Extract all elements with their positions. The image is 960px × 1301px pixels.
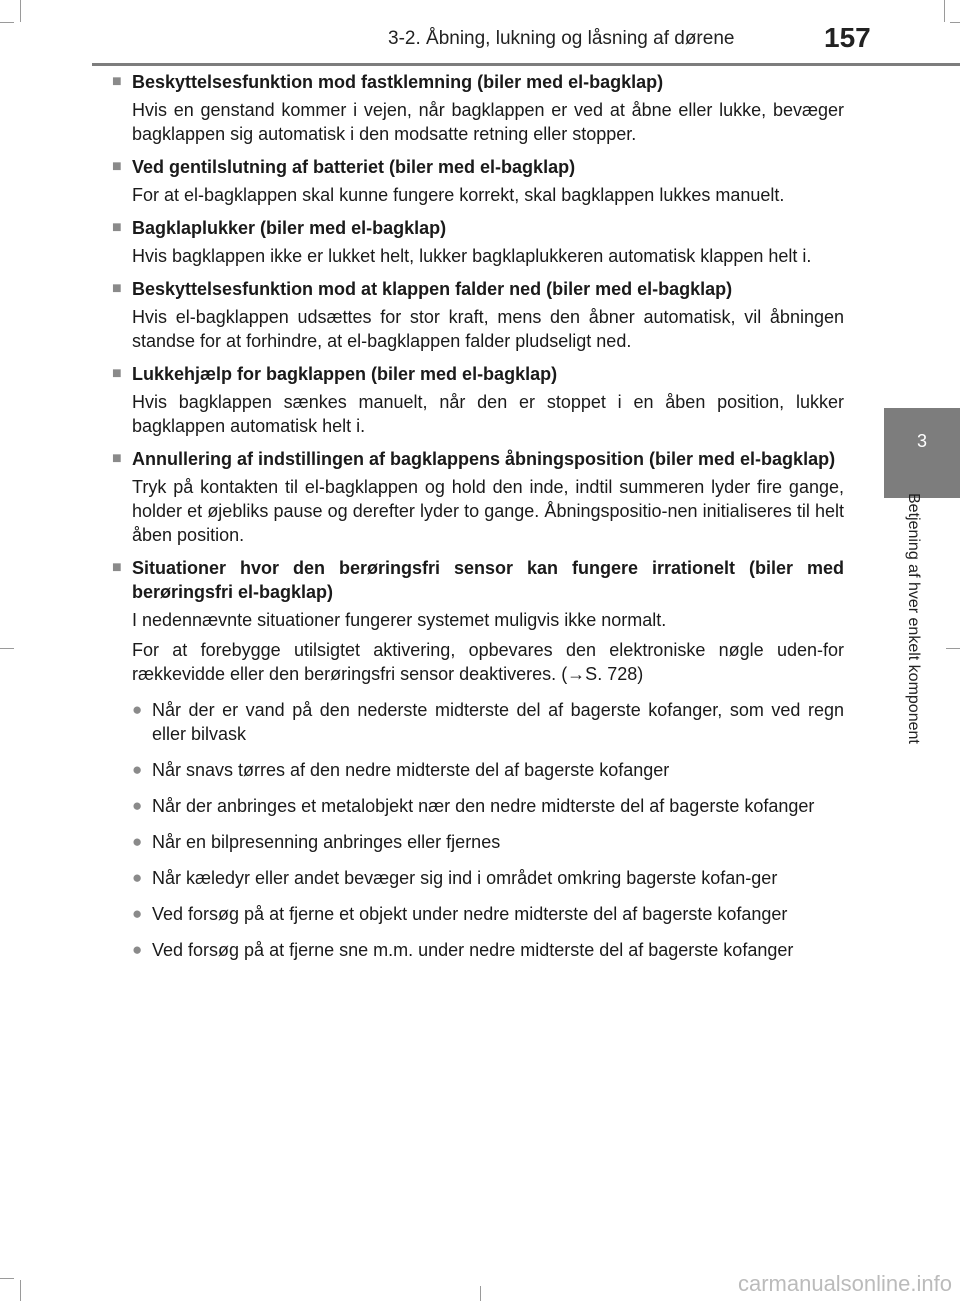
- section-heading: ■ Beskyttelsesfunktion mod at klappen falder ned (biler med el-bagklap): [112, 279, 733, 299]
- chapter-number: 3: [916, 431, 927, 451]
- section: [112, 362, 844, 438]
- crop-mark: [950, 22, 960, 23]
- paragraph: Hvis bagklappen sænkes manuelt, når den er stoppet i en åben position, lukker bagklappen automatisk helt i.: [132, 392, 844, 436]
- section: [112, 70, 844, 146]
- square-bullet-icon: ■: [112, 280, 122, 297]
- list-item: ● Når der er vand på den nederste midterste del af bagerste kofanger, som ved regn eller bilvask: [132, 700, 844, 744]
- section: [112, 277, 844, 353]
- section-heading: ■ Annullering af indstillingen af bagklappens åbningsposition (biler med el-bagklap): [112, 449, 836, 469]
- list-item: ● Når snavs tørres af den nedre midterste del af bagerste kofanger: [132, 760, 670, 780]
- crop-mark: [480, 1286, 481, 1301]
- header-title: 3-2. Åbning, lukning og låsning af dørene: [388, 28, 735, 49]
- paragraph: I nedennævnte situationer fungerer systemet muligvis ikke normalt.: [132, 610, 667, 630]
- circle-bullet-icon: ●: [132, 940, 143, 959]
- crop-mark: [0, 22, 14, 23]
- section-heading: ■ Situationer hvor den berøringsfri sensor kan fungere irrationelt (biler med berøringsfri el-bagklap): [112, 558, 844, 602]
- paragraph: Hvis el-bagklappen udsættes for stor kraft, mens den åbner automatisk, vil åbningen standse for at forhindre, at el-bagklappen falder pludseligt ned.: [132, 307, 844, 351]
- section: [112, 556, 844, 962]
- section-heading: ■ Beskyttelsesfunktion mod fastklemning (biler med el-bagklap): [112, 72, 664, 92]
- section-heading: ■ Lukkehjælp for bagklappen (biler med el-bagklap): [112, 364, 558, 384]
- page-content: [112, 70, 844, 974]
- crop-mark: [20, 0, 21, 22]
- square-bullet-icon: ■: [112, 73, 122, 90]
- crop-mark: [20, 1280, 21, 1301]
- square-bullet-icon: ■: [112, 219, 122, 236]
- section-heading: ■ Ved gentilslutning af batteriet (biler med el-bagklap): [112, 157, 576, 177]
- circle-bullet-icon: ●: [132, 796, 143, 815]
- header-rule: [92, 63, 960, 66]
- square-bullet-icon: ■: [112, 450, 122, 467]
- paragraph: Hvis en genstand kommer i vejen, når bagklappen er ved at åbne eller lukke, bevæger bagklappen sig automatisk i den modsatte retning eller stopper.: [132, 100, 844, 144]
- chapter-tab: [884, 408, 960, 498]
- square-bullet-icon: ■: [112, 559, 122, 576]
- list-item: ● Ved forsøg på at fjerne et objekt under nedre midterste del af bagerste kofanger: [132, 904, 788, 924]
- watermark: carmanualsonline.info: [737, 1271, 952, 1296]
- crop-mark: [0, 648, 14, 649]
- list-item: ● Når kæledyr eller andet bevæger sig ind i området omkring bagerste kofan-ger: [132, 868, 778, 888]
- page-number: 157: [824, 22, 871, 53]
- circle-bullet-icon: ●: [132, 868, 143, 887]
- crop-mark: [0, 1278, 14, 1279]
- list-item: ● Ved forsøg på at fjerne sne m.m. under nedre midterste del af bagerste kofanger: [132, 940, 794, 960]
- paragraph: Hvis bagklappen ikke er lukket helt, lukker bagklaplukkeren automatisk klappen helt i.: [132, 246, 812, 266]
- crop-mark: [946, 648, 960, 649]
- circle-bullet-icon: ●: [132, 832, 143, 851]
- paragraph: For at forebygge utilsigtet aktivering, opbevares den elektroniske nøgle uden-for rækkevidde eller den berøringsfri sensor deaktiveres. (→S. 728): [132, 640, 844, 684]
- circle-bullet-icon: ●: [132, 700, 143, 719]
- list-item: ● Når der anbringes et metalobjekt nær den nedre midterste del af bagerste kofanger: [132, 796, 815, 816]
- circle-bullet-icon: ●: [132, 904, 143, 923]
- square-bullet-icon: ■: [112, 158, 122, 175]
- crop-mark: [944, 0, 945, 22]
- section: [112, 216, 844, 268]
- section: [112, 447, 844, 547]
- section-heading: ■ Bagklaplukker (biler med el-bagklap): [112, 218, 447, 238]
- list-item: ● Når en bilpresenning anbringes eller fjernes: [132, 832, 501, 852]
- paragraph: For at el-bagklappen skal kunne fungere korrekt, skal bagklappen lukkes manuelt.: [132, 185, 785, 205]
- chapter-label: Betjening af hver enkelt komponent: [905, 493, 922, 744]
- section: [112, 155, 844, 207]
- circle-bullet-icon: ●: [132, 760, 143, 779]
- square-bullet-icon: ■: [112, 365, 122, 382]
- paragraph: Tryk på kontakten til el-bagklappen og hold den inde, indtil summeren lyder fire gange, holder et øjebliks pause og derefter lyder to gange. Åbningspositio-nen initialiseres til helt åben position.: [132, 477, 844, 545]
